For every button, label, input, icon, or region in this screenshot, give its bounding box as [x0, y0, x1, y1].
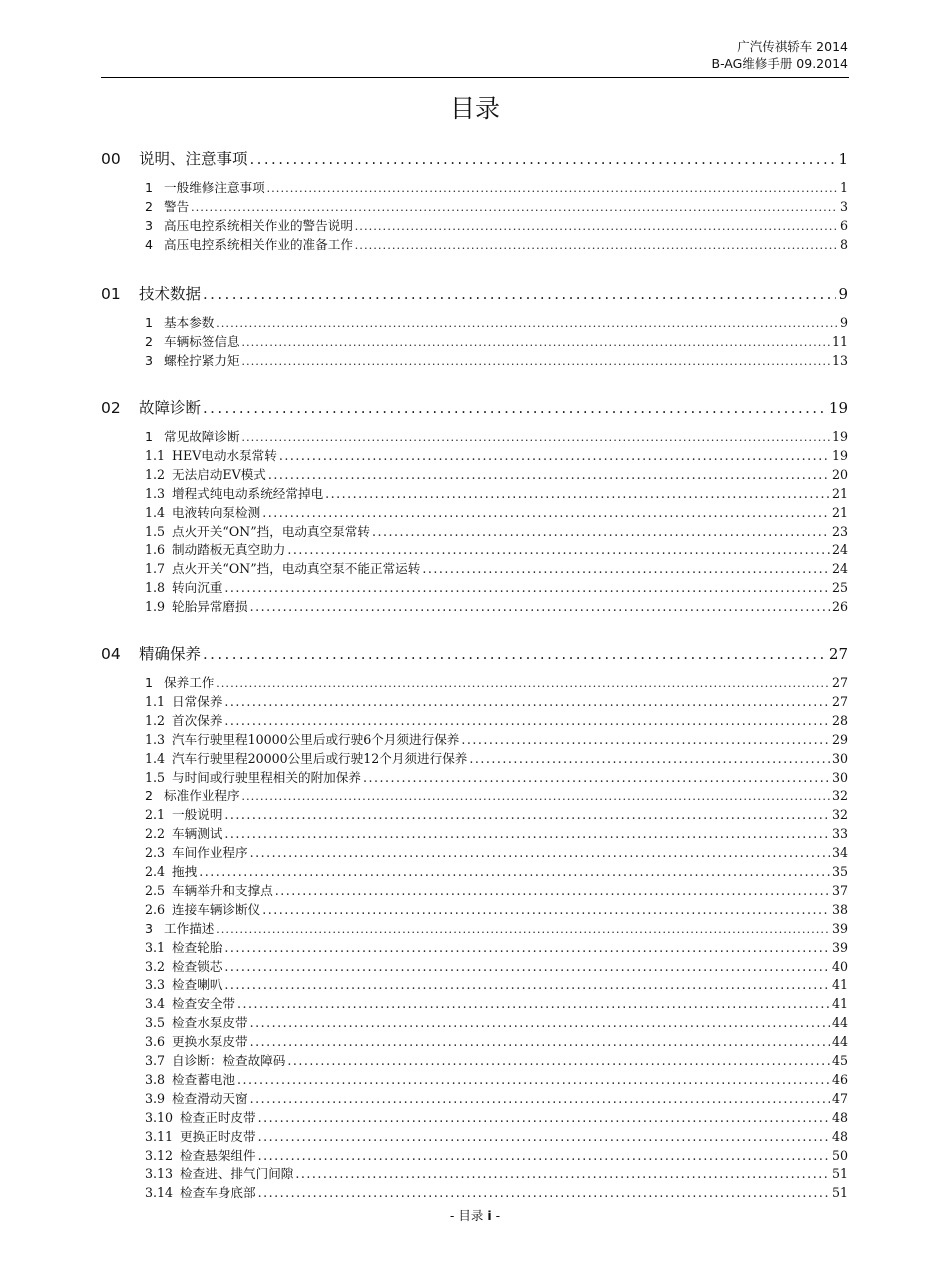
toc-chapter-row[interactable] [101, 147, 848, 169]
toc-entry-number: 1.3 [145, 731, 166, 747]
toc-subsection-row[interactable] [145, 1145, 848, 1164]
toc-entry-number: 3.3 [145, 977, 166, 993]
toc-page-number: 51 [831, 1166, 848, 1182]
toc-page-number: 27 [831, 693, 848, 709]
toc-entry-title: 检查锁芯 [172, 958, 223, 974]
toc-entry-title: 工作描述 [164, 920, 215, 936]
toc-chapter-number: 01 [101, 285, 121, 303]
toc-entry-title: 转向沉重 [172, 580, 223, 596]
toc-entry-number: 2.5 [145, 882, 166, 898]
toc-section-row[interactable] [145, 785, 848, 804]
toc-page-number: 39 [831, 939, 848, 955]
toc-entry-number: 2.6 [145, 901, 166, 917]
toc-subsection-row[interactable] [145, 767, 848, 786]
toc-chapter-row[interactable] [101, 282, 848, 304]
toc-dot-leader [355, 219, 838, 234]
toc-dot-leader [258, 1185, 830, 1200]
toc-page-number: 50 [831, 1147, 848, 1163]
toc-entry-title: 与时间或行驶里程相关的附加保养 [172, 769, 361, 785]
toc-page-number: 13 [831, 352, 848, 368]
toc-subsection-row[interactable] [145, 823, 848, 842]
toc-dot-leader [262, 902, 830, 917]
toc-subsection-row[interactable] [145, 993, 848, 1012]
toc-dot-leader [355, 238, 838, 253]
toc-entry-number: 1.1 [145, 447, 166, 463]
toc-entry-title: 检查喇叭 [172, 977, 223, 993]
toc-subsection-row[interactable] [145, 558, 848, 577]
toc-entry-title: 更换正时皮带 [180, 1128, 256, 1144]
toc-page-number: 26 [831, 599, 848, 615]
toc-entry-title: 检查轮胎 [172, 939, 223, 955]
toc-entry-title: 检查进、排气门间隙 [180, 1166, 294, 1182]
toc-dot-leader [422, 561, 830, 576]
toc-entry-title: 一般说明 [172, 807, 223, 823]
toc-chapter-row[interactable] [101, 642, 848, 664]
toc-dot-leader [224, 807, 830, 822]
toc-entry-title: 汽车行驶里程10000公里后或行驶6个月须进行保养 [172, 731, 460, 747]
toc-subsection-row[interactable] [145, 502, 848, 521]
toc-subsection-row[interactable] [145, 539, 848, 558]
toc-dot-leader [237, 996, 830, 1011]
toc-dot-leader [267, 181, 838, 196]
toc-page-number: 1 [838, 150, 848, 168]
toc-subsection-row[interactable] [145, 748, 848, 767]
toc-page-number: 27 [828, 645, 848, 663]
toc-page-number: 37 [831, 882, 848, 898]
toc-page-number: 40 [831, 958, 848, 974]
toc-page-number: 33 [831, 826, 848, 842]
toc-page-number: 35 [831, 864, 848, 879]
toc-entry-title: 检查正时皮带 [180, 1109, 256, 1125]
toc-page-number: 11 [831, 333, 848, 349]
toc-page-number: 46 [831, 1071, 848, 1087]
toc-entry-title: 基本参数 [164, 315, 215, 330]
toc-dot-leader [242, 789, 830, 804]
toc-subsection-row[interactable] [145, 1088, 848, 1107]
toc-page-number: 23 [831, 523, 848, 539]
toc-chapter-title: 说明、注意事项 [139, 150, 248, 168]
toc-subsection-row[interactable] [145, 729, 848, 748]
toc-entry-title: 检查安全带 [172, 996, 235, 1012]
toc-entry-number: 3.14 [145, 1185, 174, 1201]
toc-dot-leader [242, 354, 830, 369]
toc-entry-title: 增程式纯电动系统经常掉电 [172, 485, 324, 501]
toc-page-number: 29 [831, 731, 848, 747]
toc-entry-title: 常见故障诊断 [164, 429, 240, 444]
toc-entry-title: 首次保养 [172, 712, 223, 728]
toc-entry-title: HEV电动水泵常转 [172, 447, 277, 463]
toc-entry-number: 2.4 [145, 864, 166, 879]
toc-dot-leader [237, 1072, 830, 1087]
toc-page-number: 25 [831, 580, 848, 596]
toc-entry-number: 2 [145, 788, 154, 804]
toc-section-row[interactable] [145, 426, 848, 445]
toc-page-number: 21 [831, 485, 848, 501]
toc-entry-number: 1.9 [145, 599, 166, 615]
toc-page-number: 48 [831, 1109, 848, 1125]
toc-entry-number: 1 [145, 675, 154, 690]
toc-subsection-row[interactable] [145, 710, 848, 729]
toc-entry-number: 1 [145, 315, 154, 330]
toc-dot-leader [203, 645, 827, 663]
page-footer [0, 1206, 950, 1224]
toc-subsection-row[interactable] [145, 521, 848, 540]
toc-dot-leader [224, 977, 830, 992]
toc-section-row[interactable] [145, 918, 848, 937]
toc-subsection-row[interactable] [145, 880, 848, 899]
toc-dot-leader [258, 1110, 830, 1125]
toc-dot-leader [199, 864, 830, 879]
toc-section-row[interactable] [145, 350, 848, 369]
toc-entry-title: 车辆标签信息 [164, 333, 240, 349]
toc-entry-number: 1.8 [145, 580, 166, 596]
toc-page-number: 21 [831, 504, 848, 520]
toc-dot-leader [216, 316, 838, 331]
toc-subsection-row[interactable] [145, 842, 848, 861]
toc-dot-leader [224, 940, 830, 955]
toc-page-number: 19 [831, 429, 848, 444]
toc-entry-number: 1.5 [145, 523, 166, 539]
toc-subsection-row[interactable] [145, 1050, 848, 1069]
toc-entry-title: 一般维修注意事项 [164, 180, 265, 195]
toc-entry-number: 1.4 [145, 504, 166, 520]
toc-entry-number: 3.10 [145, 1109, 174, 1125]
toc-page-number: 32 [831, 788, 848, 804]
toc-entry-number: 1.2 [145, 466, 166, 482]
toc-entry-title: 点火开关“ON”挡，电动真空泵常转 [172, 523, 370, 539]
toc-entry-title: 车辆举升和支撑点 [172, 882, 273, 898]
toc-subsection-row[interactable] [145, 974, 848, 993]
toc-page-number: 9 [839, 315, 848, 330]
toc-page-number: 41 [831, 977, 848, 993]
toc-page-number: 45 [831, 1053, 848, 1068]
toc-entry-title: 自诊断：检查故障码 [172, 1053, 286, 1068]
toc-chapter-number: 04 [101, 645, 121, 663]
toc-dot-leader [295, 1166, 830, 1181]
toc-page-number: 19 [828, 399, 848, 417]
toc-dot-leader [325, 486, 830, 501]
toc-subsection-row[interactable] [145, 1012, 848, 1031]
toc-chapter-number: 02 [101, 399, 121, 417]
toc-subsection-row[interactable] [145, 1126, 848, 1145]
toc-dot-leader [258, 1129, 830, 1144]
toc-page-number: 34 [831, 845, 848, 861]
toc-entry-title: 连接车辆诊断仪 [172, 901, 261, 917]
toc-entry-title: 高压电控系统相关作业的准备工作 [164, 236, 353, 252]
toc-page-number: 19 [831, 447, 848, 463]
toc-entry-number: 1.7 [145, 561, 166, 577]
toc-page-number: 30 [831, 750, 848, 766]
toc-entry-number: 3.8 [145, 1071, 166, 1087]
toc-dot-leader [216, 676, 830, 691]
toc-subsection-row[interactable] [145, 1182, 848, 1201]
toc-entry-number: 2 [145, 333, 154, 349]
toc-page-number: 6 [839, 217, 848, 233]
toc-entry-title: 检查水泵皮带 [172, 1015, 248, 1031]
toc-entry-number: 1.4 [145, 750, 166, 766]
toc-subsection-row[interactable] [145, 804, 848, 823]
toc-dot-leader [242, 335, 830, 350]
toc-entry-title: 警告 [164, 198, 190, 214]
toc-page-number: 38 [831, 901, 848, 917]
toc-entry-title: 点火开关“ON”挡，电动真空泵不能正常运转 [172, 561, 421, 577]
toc-entry-number: 1.6 [145, 542, 166, 558]
toc-entry-number: 1 [145, 180, 154, 195]
toc-entry-number: 3.13 [145, 1166, 174, 1182]
toc-subsection-row[interactable] [145, 445, 848, 464]
toc-dot-leader [258, 1148, 830, 1163]
toc-dot-leader [250, 150, 837, 168]
toc-subsection-row[interactable] [145, 464, 848, 483]
toc-entry-number: 3 [145, 920, 154, 936]
toc-entry-title: 日常保养 [172, 693, 223, 709]
toc-page-number: 3 [839, 198, 848, 214]
toc-page-number: 9 [838, 285, 848, 303]
toc-dot-leader [203, 399, 827, 417]
toc-entry-title: 检查车身底部 [180, 1185, 256, 1201]
toc-entry-number: 3.12 [145, 1147, 174, 1163]
toc-entry-title: 螺栓拧紧力矩 [164, 352, 240, 368]
toc-dot-leader [224, 580, 830, 595]
toc-page-number: 20 [831, 466, 848, 482]
toc-page-number: 24 [831, 561, 848, 577]
toc-chapter-title: 技术数据 [139, 285, 202, 303]
toc-dot-leader [216, 922, 830, 937]
toc-subsection-row[interactable] [145, 596, 848, 615]
toc-entry-title: 高压电控系统相关作业的警告说明 [164, 217, 353, 233]
toc-entry-title: 标准作业程序 [164, 788, 240, 804]
footer-suffix: - [495, 1208, 501, 1223]
toc-entry-number: 1 [145, 429, 154, 444]
header-rule [101, 77, 849, 78]
toc-entry-number: 4 [145, 236, 154, 252]
footer-label: 目录 [458, 1208, 484, 1223]
toc-entry-title: 制动踏板无真空助力 [172, 542, 286, 558]
toc-entry-number: 3.4 [145, 996, 166, 1012]
toc-page-number: 32 [831, 807, 848, 823]
toc-entry-title: 检查悬架组件 [180, 1147, 256, 1163]
toc-dot-leader [250, 845, 830, 860]
toc-entry-number: 3.1 [145, 939, 166, 955]
toc-entry-number: 3 [145, 352, 154, 368]
toc-dot-leader [250, 1034, 830, 1049]
toc-entry-number: 2 [145, 198, 154, 214]
toc-entry-title: 汽车行驶里程20000公里后或行驶12个月须进行保养 [172, 750, 468, 766]
toc-page-number: 30 [831, 769, 848, 785]
toc-entry-number: 1.3 [145, 485, 166, 501]
toc-entry-number: 3 [145, 217, 154, 233]
toc-subsection-row[interactable] [145, 899, 848, 918]
toc-chapter-row[interactable] [101, 396, 848, 418]
toc-entry-number: 3.2 [145, 958, 166, 974]
toc-dot-leader [275, 883, 830, 898]
toc-entry-title: 轮胎异常磨损 [172, 599, 248, 615]
toc-entry-number: 1.5 [145, 769, 166, 785]
toc-page-number: 47 [831, 1090, 848, 1106]
toc-dot-leader [279, 448, 830, 463]
toc-page-number: 41 [831, 996, 848, 1012]
toc-entry-title: 无法启动EV模式 [172, 466, 266, 482]
toc-page-number: 28 [831, 712, 848, 728]
toc-entry-number: 3.5 [145, 1015, 166, 1031]
toc-entry-title: 检查蓄电池 [172, 1071, 235, 1087]
toc-entry-number: 3.9 [145, 1090, 166, 1106]
toc-section-row[interactable] [145, 215, 848, 234]
toc-subsection-row[interactable] [145, 1163, 848, 1182]
toc-dot-leader [250, 1015, 830, 1030]
header-line-2: B-AG维修手册 09.2014 [711, 56, 848, 71]
toc-dot-leader [363, 770, 830, 785]
toc-section-row[interactable] [145, 177, 848, 196]
toc-entry-number: 2.1 [145, 807, 166, 823]
toc-dot-leader [287, 542, 830, 557]
toc-entry-title: 车辆测试 [172, 826, 223, 842]
footer-prefix: - [449, 1208, 455, 1223]
toc-page-number: 44 [831, 1015, 848, 1031]
toc-page-number: 27 [831, 675, 848, 690]
toc-page-number: 24 [831, 542, 848, 558]
toc-dot-leader [262, 505, 830, 520]
toc-page-number: 39 [831, 920, 848, 936]
toc-dot-leader [191, 200, 838, 215]
toc-section-row[interactable] [145, 331, 848, 350]
toc-chapter-number: 00 [101, 150, 121, 168]
toc-subsection-row[interactable] [145, 1069, 848, 1088]
toc-dot-leader [287, 1053, 830, 1068]
toc-page-number: 48 [831, 1128, 848, 1144]
toc-entry-title: 更换水泵皮带 [172, 1034, 248, 1050]
toc-chapter-title: 精确保养 [139, 645, 202, 663]
toc-subsection-row[interactable] [145, 1031, 848, 1050]
toc-entry-title: 车间作业程序 [172, 845, 248, 861]
toc-section-row[interactable] [145, 234, 848, 253]
toc-dot-leader [250, 1091, 830, 1106]
toc-entry-title: 拖拽 [172, 864, 198, 879]
toc-section-row[interactable] [145, 196, 848, 215]
toc-section-row[interactable] [145, 312, 848, 331]
toc-subsection-row[interactable] [145, 956, 848, 975]
toc-dot-leader [224, 959, 830, 974]
toc-section-row[interactable] [145, 672, 848, 691]
page-header [712, 38, 849, 72]
toc-entry-title: 保养工作 [164, 675, 215, 690]
header-line-1: 广汽传祺轿车 2014 [737, 39, 848, 54]
toc-entry-number: 3.11 [145, 1128, 174, 1144]
toc-subsection-row[interactable] [145, 1107, 848, 1126]
toc-subsection-row[interactable] [145, 861, 848, 880]
toc-entry-number: 1.1 [145, 693, 166, 709]
toc-dot-leader [224, 713, 830, 728]
toc-subsection-row[interactable] [145, 691, 848, 710]
toc-chapter-title: 故障诊断 [139, 399, 202, 417]
toc-entry-number: 3.6 [145, 1034, 166, 1050]
toc-entry-title: 电液转向泵检测 [172, 504, 261, 520]
toc-entry-number: 2.2 [145, 826, 166, 842]
toc-page-number: 1 [839, 180, 848, 195]
page-title: 目录 [449, 94, 500, 123]
toc-entry-title: 检查滑动天窗 [172, 1090, 248, 1106]
toc-subsection-row[interactable] [145, 483, 848, 502]
toc-dot-leader [250, 599, 830, 614]
footer-page-number: i [487, 1208, 492, 1223]
toc-entry-number: 2.3 [145, 845, 166, 861]
toc-dot-leader [469, 751, 830, 766]
toc-dot-leader [224, 694, 830, 709]
toc-dot-leader [461, 732, 830, 747]
toc-subsection-row[interactable] [145, 577, 848, 596]
toc-dot-leader [224, 826, 830, 841]
toc-entry-number: 1.2 [145, 712, 166, 728]
toc-dot-leader [203, 285, 836, 303]
toc-dot-leader [372, 524, 830, 539]
toc-subsection-row[interactable] [145, 937, 848, 956]
toc-dot-leader [268, 467, 830, 482]
toc-page-number: 44 [831, 1034, 848, 1050]
toc-entry-number: 3.7 [145, 1053, 166, 1068]
toc-page-number: 8 [839, 236, 848, 252]
toc-dot-leader [242, 430, 830, 445]
toc-page-number: 51 [831, 1185, 848, 1201]
